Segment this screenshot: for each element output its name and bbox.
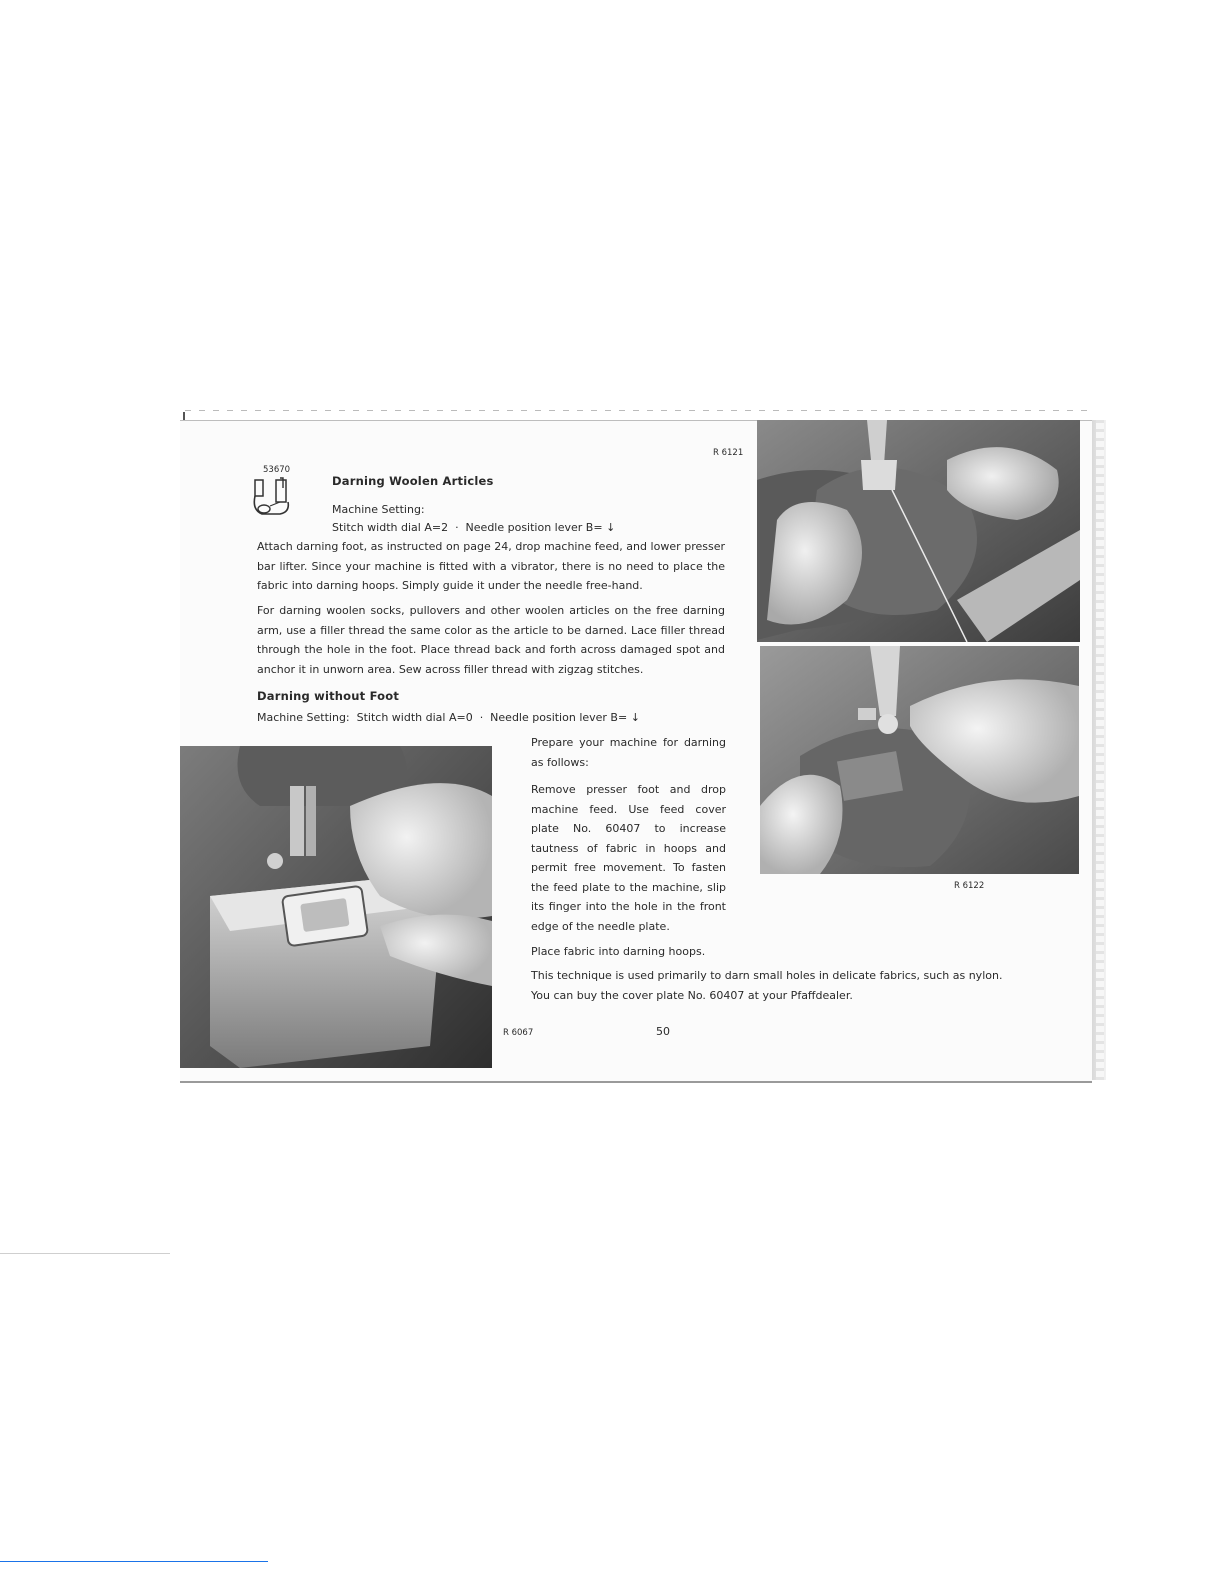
paragraph-prepare: Prepare your machine for darning as follows: (531, 736, 726, 769)
paragraph-attach-foot: Attach darning foot, as instructed on page 24, drop machine feed, and lower presser bar lifter. Since your machine is fitted with a vibrator, there is no need to place the fabric into darning hoops. Simply guide it under the needle free-hand. (257, 540, 725, 592)
paragraph-woolen-socks: For darning woolen socks, pullovers and other woolen articles on the free darning arm, use a filler thread the same color as the article to be darned. Lace filler thread through the hole in the foot. Place thread back and forth across damaged spot and anchor it in unworn area. Sew across filler thread with zigzag stitches. (257, 604, 725, 676)
scan-rule (0, 1253, 170, 1254)
scan-bottom-rule (0, 1561, 268, 1562)
photo-darning-zigzag (760, 646, 1079, 874)
darning-foot-icon (250, 476, 296, 522)
scan-edge-line (185, 410, 1090, 411)
photo-darning-hoop-machine (180, 746, 492, 1068)
paragraph-cover-plate: You can buy the cover plate No. 60407 at your Pfaffdealer. (531, 989, 853, 1002)
page-number: 50 (656, 1025, 670, 1038)
figure-ref-r6122: R 6122 (954, 881, 985, 891)
section-title-darning-woolen: Darning Woolen Articles (332, 474, 494, 488)
photo-darning-sock-filler-thread (757, 420, 1080, 642)
part-number: 53670 (263, 465, 291, 475)
paragraph-technique: This technique is used primarily to darn small holes in delicate fabrics, such as nylon. (531, 969, 1003, 982)
figure-ref-r6121: R 6121 (713, 448, 744, 458)
machine-setting-label: Machine Setting: (332, 503, 425, 516)
scan-noise-right (1096, 420, 1104, 1080)
paragraph-remove-foot: Remove presser foot and drop machine feed. Use feed cover plate No. 60407 to increase tautness of fabric in hoops and permit free movement. To fasten the feed plate to the machine, slip its finger into the hole in the front edge of the needle plate. (531, 783, 726, 933)
section-title-darning-without-foot: Darning without Foot (257, 689, 400, 703)
machine-setting-without-foot: Machine Setting: Stitch width dial A=0 · Needle position lever B= ↓ (257, 711, 640, 724)
machine-setting-values: Stitch width dial A=2 · Needle position lever B= ↓ (332, 521, 616, 534)
figure-ref-r6067: R 6067 (503, 1028, 534, 1038)
paragraph-place-fabric: Place fabric into darning hoops. (531, 945, 706, 958)
